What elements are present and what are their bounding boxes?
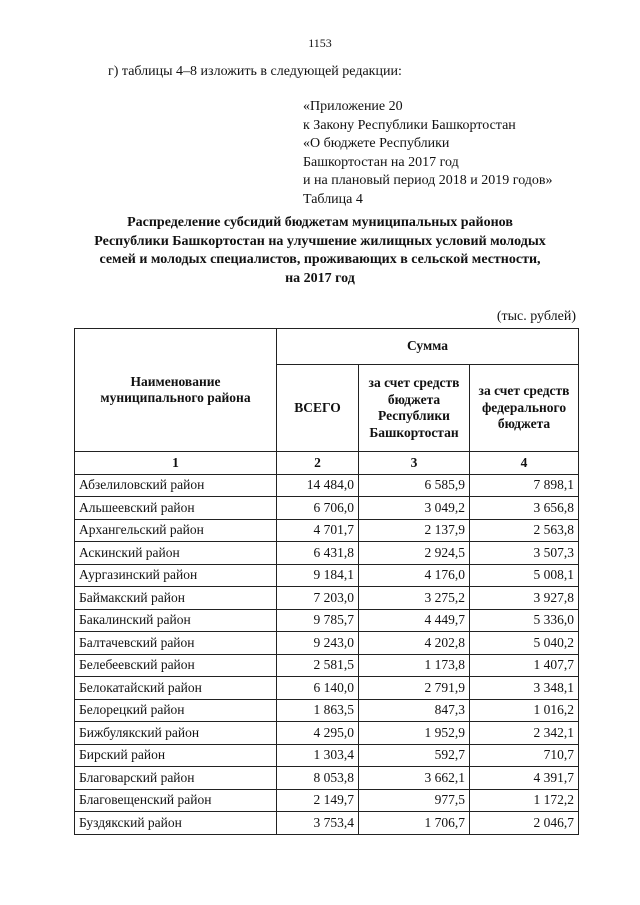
regional-budget-cell: 6 585,9: [359, 474, 470, 497]
table-row: [75, 722, 579, 745]
table-row: [75, 519, 579, 542]
subsidy-table: [74, 328, 579, 835]
appendix-line: к Закону Республики Башкортостан: [303, 117, 516, 133]
total-cell: 2 149,7: [277, 789, 359, 812]
table-row: [75, 609, 579, 632]
total-cell: 2 581,5: [277, 654, 359, 677]
table-row: [75, 497, 579, 520]
total-cell: 1 303,4: [277, 744, 359, 767]
district-name-cell: Балтачевский район: [75, 632, 277, 655]
total-cell: 8 053,8: [277, 767, 359, 790]
federal-budget-cell: 2 046,7: [470, 812, 579, 835]
total-cell: 4 701,7: [277, 519, 359, 542]
federal-budget-cell: 5 008,1: [470, 564, 579, 587]
table-row: [75, 542, 579, 565]
table-row: [75, 812, 579, 835]
total-cell: 3 753,4: [277, 812, 359, 835]
table-body: [75, 474, 579, 834]
federal-budget-cell: 1 016,2: [470, 699, 579, 722]
table-row: [75, 564, 579, 587]
appendix-line: «Приложение 20: [303, 99, 403, 114]
district-name-cell: Архангельский район: [75, 519, 277, 542]
district-name-cell: Белорецкий район: [75, 699, 277, 722]
table-row: [75, 632, 579, 655]
table-row: [75, 767, 579, 790]
title-line: Распределение субсидий бюджетам муниципальных районов: [127, 215, 513, 230]
table-row: [75, 677, 579, 700]
title-line: семей и молодых специалистов, проживающих в сельской местности,: [99, 252, 541, 267]
header-federal-budget: за счет средств федерального бюджета: [470, 365, 579, 452]
column-number: 1: [75, 452, 277, 475]
district-name-cell: Бирский район: [75, 744, 277, 767]
district-name-cell: Благоварский район: [75, 767, 277, 790]
district-name-cell: Баймакский район: [75, 587, 277, 610]
table-row: [75, 587, 579, 610]
total-cell: 4 295,0: [277, 722, 359, 745]
federal-budget-cell: 3 348,1: [470, 677, 579, 700]
district-name-cell: Альшеевский район: [75, 497, 277, 520]
federal-budget-cell: 1 172,2: [470, 789, 579, 812]
regional-budget-cell: 2 137,9: [359, 519, 470, 542]
table-row: [75, 654, 579, 677]
federal-budget-cell: 5 040,2: [470, 632, 579, 655]
column-number: 4: [470, 452, 579, 475]
federal-budget-cell: 5 336,0: [470, 609, 579, 632]
regional-budget-cell: 3 275,2: [359, 587, 470, 610]
total-cell: 14 484,0: [277, 474, 359, 497]
title-line: Республики Башкортостан на улучшение жилищных условий молодых: [94, 233, 546, 249]
regional-budget-cell: 1 952,9: [359, 722, 470, 745]
district-name-cell: Аскинский район: [75, 542, 277, 565]
district-name-cell: Абзелиловский район: [75, 474, 277, 497]
regional-budget-cell: 3 662,1: [359, 767, 470, 790]
intro-text: г) таблицы 4–8 изложить в следующей редакции:: [108, 64, 402, 79]
federal-budget-cell: 710,7: [470, 744, 579, 767]
appendix-block: [303, 98, 553, 209]
district-name-cell: Белебеевский район: [75, 654, 277, 677]
appendix-line: «О бюджете Республики: [303, 136, 450, 151]
column-number: 3: [359, 452, 470, 475]
table-row: [75, 789, 579, 812]
header-total: ВСЕГО: [277, 365, 359, 452]
district-name-cell: Белокатайский район: [75, 677, 277, 700]
table-row: [75, 744, 579, 767]
table-row: [75, 699, 579, 722]
unit-note: (тыс. рублей): [496, 309, 576, 324]
total-cell: 6 140,0: [277, 677, 359, 700]
document-title: [60, 214, 580, 288]
total-cell: 1 863,5: [277, 699, 359, 722]
regional-budget-cell: 2 791,9: [359, 677, 470, 700]
federal-budget-cell: 3 507,3: [470, 542, 579, 565]
total-cell: 9 184,1: [277, 564, 359, 587]
total-cell: 6 431,8: [277, 542, 359, 565]
regional-budget-cell: 977,5: [359, 789, 470, 812]
table-row: [75, 474, 579, 497]
regional-budget-cell: 847,3: [359, 699, 470, 722]
total-cell: 9 243,0: [277, 632, 359, 655]
title-line: на 2017 год: [285, 270, 355, 286]
regional-budget-cell: 1 706,7: [359, 812, 470, 835]
federal-budget-cell: 7 898,1: [470, 474, 579, 497]
column-number: 2: [277, 452, 359, 475]
regional-budget-cell: 4 176,0: [359, 564, 470, 587]
regional-budget-cell: 2 924,5: [359, 542, 470, 565]
federal-budget-cell: 2 563,8: [470, 519, 579, 542]
regional-budget-cell: 3 049,2: [359, 497, 470, 520]
header-regional-budget: за счет средств бюджета Республики Башкортостан: [359, 365, 470, 452]
total-cell: 9 785,7: [277, 609, 359, 632]
table-label: Таблица 4: [303, 191, 363, 207]
regional-budget-cell: 1 173,8: [359, 654, 470, 677]
regional-budget-cell: 4 202,8: [359, 632, 470, 655]
federal-budget-cell: 4 391,7: [470, 767, 579, 790]
header-district-name: Наименование муниципального района: [75, 329, 277, 452]
total-cell: 7 203,0: [277, 587, 359, 610]
federal-budget-cell: 3 927,8: [470, 587, 579, 610]
district-name-cell: Благовещенский район: [75, 789, 277, 812]
appendix-line: Башкортостан на 2017 год: [303, 154, 459, 170]
regional-budget-cell: 4 449,7: [359, 609, 470, 632]
district-name-cell: Бижбулякский район: [75, 722, 277, 745]
federal-budget-cell: 3 656,8: [470, 497, 579, 520]
header-sum: Сумма: [277, 329, 579, 365]
regional-budget-cell: 592,7: [359, 744, 470, 767]
total-cell: 6 706,0: [277, 497, 359, 520]
federal-budget-cell: 1 407,7: [470, 654, 579, 677]
page-number: 1153: [308, 36, 332, 50]
district-name-cell: Буздякский район: [75, 812, 277, 835]
district-name-cell: Аургазинский район: [75, 564, 277, 587]
appendix-line: и на плановый период 2018 и 2019 годов»: [303, 173, 553, 188]
federal-budget-cell: 2 342,1: [470, 722, 579, 745]
district-name-cell: Бакалинский район: [75, 609, 277, 632]
